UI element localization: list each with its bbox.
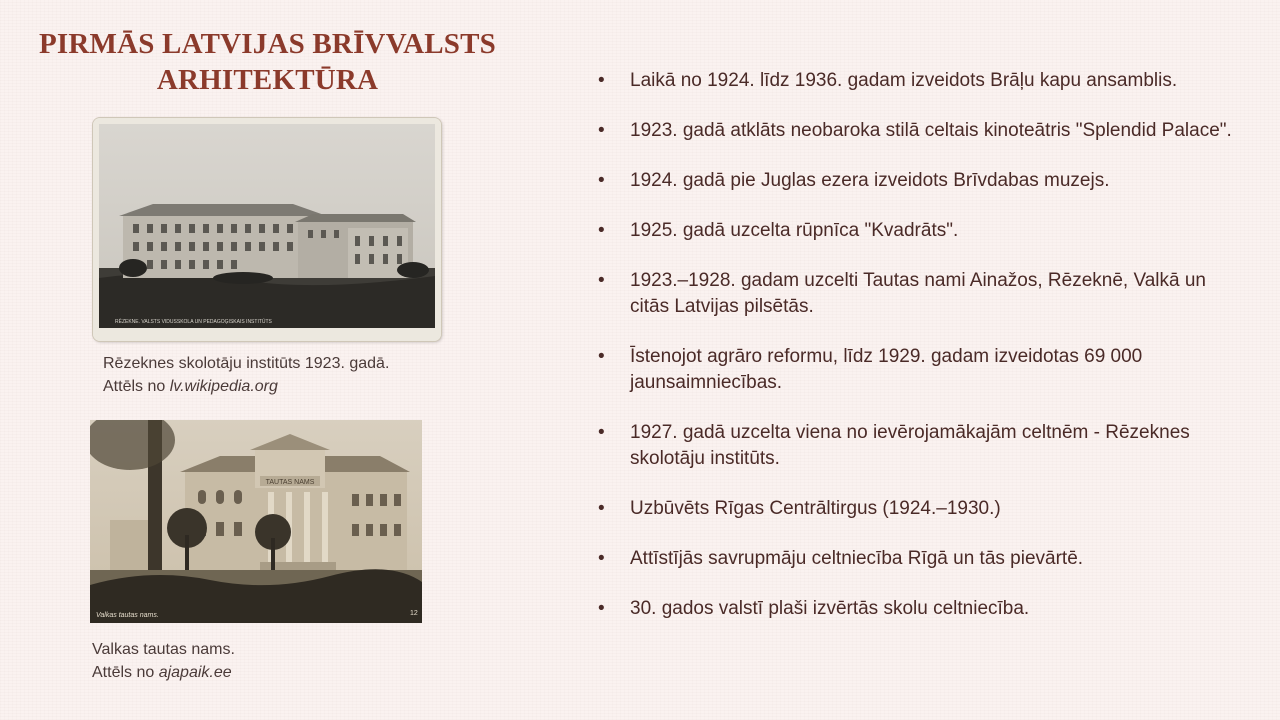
photo2-number: 12: [410, 610, 418, 617]
bullet-item: • Īstenojot agrāro reformu, līdz 1929. gadam izveidotas 69 000 jaunsaimniecības.: [598, 344, 1238, 396]
caption-1-source: lv.wikipedia.org: [169, 378, 278, 395]
title-line-1: PIRMĀS LATVIJAS BRĪVVALSTS: [39, 28, 496, 60]
rezekne-photo-caption: [103, 352, 389, 398]
caption-1-prefix: Attēls no: [103, 378, 170, 395]
bullet-item: • 30. gados valstī plaši izvērtās skolu celtniecība.: [598, 596, 1238, 622]
photo2-sign: TAUTAS NAMS: [265, 479, 315, 486]
caption-2-line-1: Valkas tautas nams.: [92, 641, 235, 658]
photo1-inscription: RĒZEKNE. VALSTS VIDUSSKOLA UN PEDAGOĢISKAIS INSTITŪTS: [115, 319, 272, 325]
rezekne-institute-photo: [93, 118, 441, 341]
caption-2-source: ajapaik.ee: [158, 664, 232, 681]
valka-tautas-nams-photo: [90, 420, 422, 623]
title-line-2: ARHITEKTŪRA: [156, 64, 379, 96]
bullet-item: • 1927. gadā uzcelta viena no ievērojamākajām celtnēm - Rēzeknes skolotāju institūts.: [598, 420, 1238, 472]
valka-photo-caption: [92, 638, 235, 684]
bullet-list: [598, 68, 1238, 622]
bullet-item: • Attīstījās savrupmāju celtniecība Rīgā un tās pievārtē.: [598, 546, 1238, 572]
bullet-item: • 1925. gadā uzcelta rūpnīca "Kvadrāts".: [598, 218, 1238, 244]
photo2-inscription: Valkas tautas nams.: [96, 612, 159, 619]
bullet-item: • 1923. gadā atklāts neobaroka stilā celtais kinoteātris "Splendid Palace".: [598, 118, 1238, 144]
bullet-item: • Uzbūvēts Rīgas Centrāltirgus (1924.–1930.): [598, 496, 1238, 522]
bullet-item: • 1923.–1928. gadam uzcelti Tautas nami Ainažos, Rēzeknē, Valkā un citās Latvijas pilsētās.: [598, 268, 1238, 320]
caption-2-line-2: [92, 661, 235, 684]
caption-2-prefix: Attēls no: [92, 664, 159, 681]
caption-1-line-1: Rēzeknes skolotāju institūts 1923. gadā.: [103, 355, 390, 372]
bullet-item: • 1924. gadā pie Juglas ezera izveidots Brīvdabas muzejs.: [598, 168, 1238, 194]
slide-title: [30, 26, 505, 98]
caption-1-line-2: [103, 375, 389, 398]
bullet-item: • Laikā no 1924. līdz 1936. gadam izveidots Brāļu kapu ansamblis.: [598, 68, 1238, 94]
